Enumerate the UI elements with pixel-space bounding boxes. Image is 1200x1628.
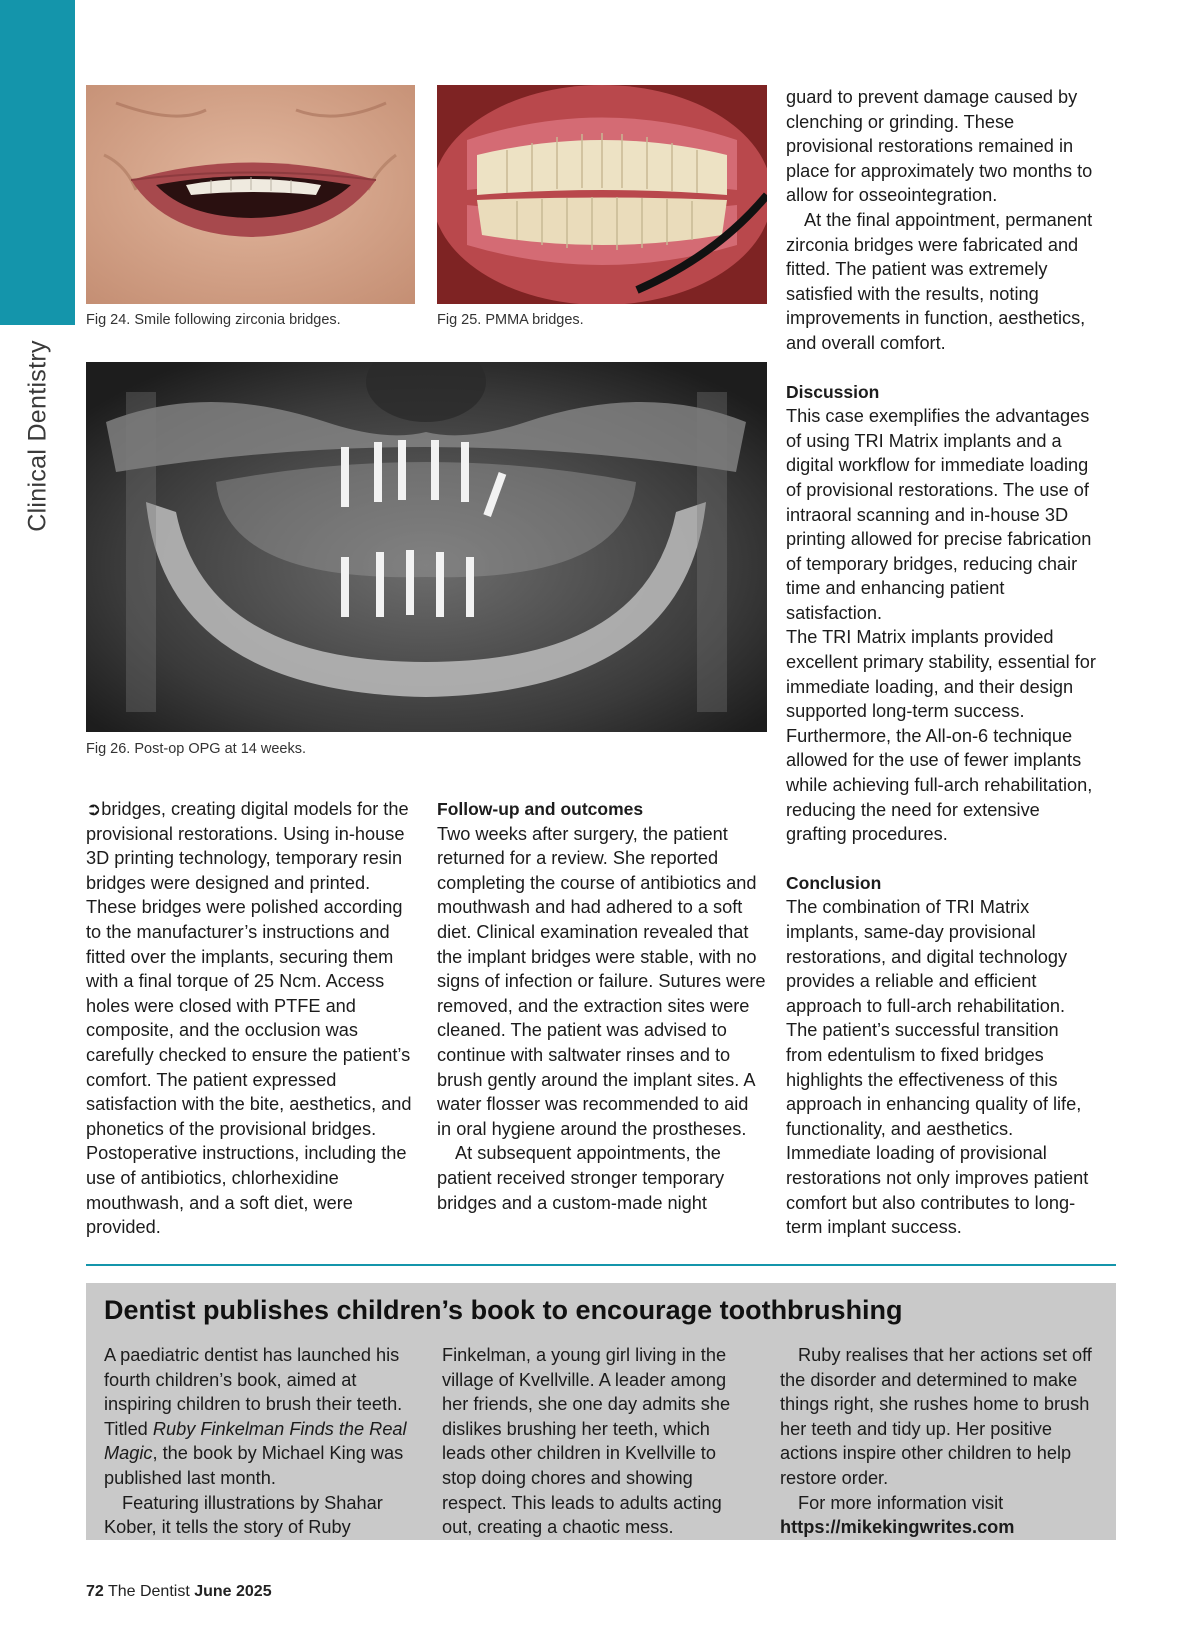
page-footer — [86, 1583, 272, 1601]
paragraph: For more information visit https://mikekingwrites.com — [780, 1492, 1015, 1538]
section-divider — [86, 1264, 1116, 1266]
page-number: 72 — [86, 1583, 104, 1600]
publication-name: The Dentist — [107, 1583, 190, 1600]
article-column-2 — [437, 797, 767, 1215]
fig25-bridges-photo — [437, 85, 767, 304]
article-column-3 — [786, 85, 1100, 1240]
fig25-caption: Fig 25. PMMA bridges. — [437, 312, 584, 328]
discussion-heading: Discussion — [786, 381, 880, 402]
issue-date: June 2025 — [194, 1583, 272, 1600]
continued-arrow-icon: ➲ — [86, 799, 102, 819]
paragraph: At subsequent appointments, the patient received stronger temporary bridges and a custom-made night — [437, 1143, 725, 1213]
news-box-title: Dentist publishes children’s book to encourage toothbrushing — [104, 1295, 903, 1325]
book-title: Ruby Finkelman Finds the Real Magic — [104, 1418, 407, 1464]
conclusion-heading: Conclusion — [786, 872, 882, 893]
paragraph: The combination of TRI Matrix implants, same-day provisional restorations, and digital technology provides a reliable and efficient approach to full-arch rehabilitation. The patient’s successful transition from edentulism to fixed bridges highlights the effectiveness of this approach in enhancing quality of life, functionality, and aesthetics. Immediate loading of provisional restorations not only improves patient comfort but also contributes to long-term implant success. — [786, 897, 1089, 1238]
paragraph: A paediatric dentist has launched his fourth children’s book, aimed at inspiring children to brush their teeth. Titled Ruby Finkelman Finds the Real Magic, the book by Michael King was published last month. — [104, 1345, 407, 1488]
news-column-2 — [442, 1343, 752, 1540]
paragraph: Ruby realises that her actions set off the disorder and determined to make things right, she rushes home to brush her teeth and tidy up. Her positive actions inspire other children to help restore order. — [780, 1345, 1092, 1488]
paragraph: ➲bridges, creating digital models for the provisional restorations. Using in-house 3D printing technology, temporary resin bridges were designed and printed. These bridges were polished according to the manufacturer’s instructions and fitted over the implants, securing them with a final torque of 25 Ncm. Access holes were closed with PTFE and composite, and the occlusion was carefully checked to ensure the patient’s comfort. The patient expressed satisfaction with the bite, aesthetics, and phonetics of the provisional bridges. Postoperative instructions, including the use of antibiotics, chlorhexidine mouthwash, and a soft diet, were provided. — [86, 799, 412, 1238]
paragraph: This case exemplifies the advantages of using TRI Matrix implants and a digital workflow for immediate loading of provisional restorations. The use of intraoral scanning and in-house 3D printing allowed for precise fabrication of temporary bridges, reducing chair time and enhancing patient satisfaction. — [786, 406, 1092, 623]
paragraph: guard to prevent damage caused by clenching or grinding. These provisional restorations remained in place for approximately two months to allow for osseointegration. — [786, 87, 1093, 206]
followup-heading: Follow-up and outcomes — [437, 799, 644, 819]
article-column-1 — [86, 797, 414, 1240]
fig24-caption: Fig 24. Smile following zirconia bridges. — [86, 312, 341, 328]
fig26-caption: Fig 26. Post-op OPG at 14 weeks. — [86, 741, 307, 757]
paragraph: At the final appointment, permanent zirconia bridges were fabricated and fitted. The patient was extremely satisfied with the results, noting improvements in function, aesthetics, and overall comfort. — [786, 209, 1093, 353]
paragraph: The TRI Matrix implants provided excellent primary stability, essential for immediate loading, and their design supported long-term success. Furthermore, the All-on-6 technique allowed for the use of fewer implants while achieving full-arch rehabilitation, reducing the need for extensive grafting procedures. — [786, 627, 1096, 845]
paragraph: Two weeks after surgery, the patient returned for a review. She reported completing the course of antibiotics and mouthwash and had adhered to a soft diet. Clinical examination revealed that the implant bridges were stable, with no signs of infection or failure. Sutures were removed, and the extraction sites were cleaned. The patient was advised to continue with saltwater rinses and to brush gently around the implant sites. A water flosser was recommended to aid in oral hygiene around the prostheses. — [437, 823, 766, 1139]
fig26-opg-xray — [86, 362, 767, 732]
section-color-bar — [0, 0, 75, 325]
news-column-1 — [104, 1343, 414, 1540]
news-box — [86, 1283, 1116, 1540]
paragraph: Finkelman, a young girl living in the village of Kvellville. A leader among her friends, she one day admits she dislikes brushing her teeth, which leads other children in Kvellville to stop doing chores and showing respect. This leads to adults acting out, creating a chaotic mess. — [442, 1345, 731, 1538]
section-label: Clinical Dentistry — [23, 340, 52, 532]
fig24-smile-photo — [86, 85, 415, 304]
news-column-3 — [780, 1343, 1098, 1540]
paragraph: Featuring illustrations by Shahar Kober, it tells the story of Ruby — [104, 1492, 383, 1538]
website-link[interactable]: https://mikekingwrites.com — [780, 1517, 1015, 1538]
